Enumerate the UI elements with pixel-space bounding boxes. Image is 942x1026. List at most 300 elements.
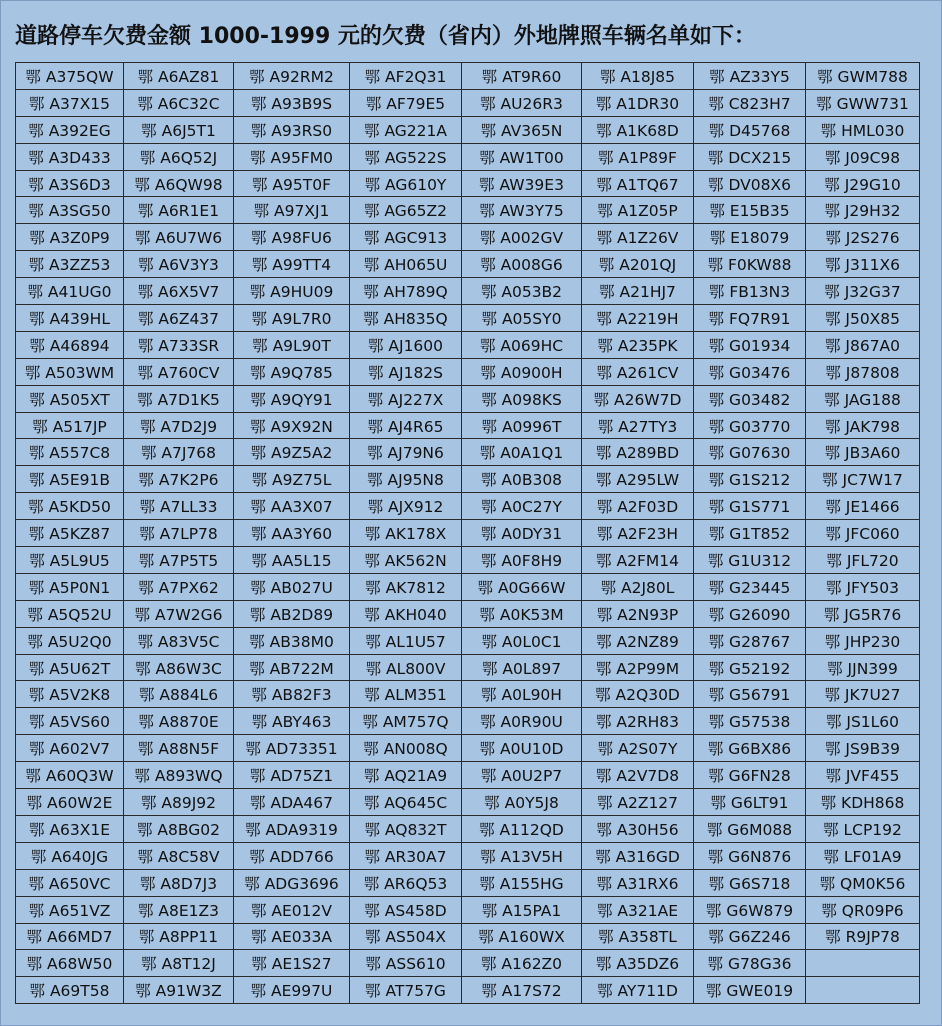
plate-cell: 鄂 AT757G [350, 977, 462, 1004]
plate-cell: 鄂 A0U10D [462, 735, 582, 762]
plate-cell: 鄂 A1K68D [582, 116, 694, 143]
plate-cell: 鄂 A7W2G6 [124, 600, 234, 627]
plate-cell: 鄂 AN008Q [350, 735, 462, 762]
table-row [16, 224, 920, 251]
plate-cell: 鄂 AE997U [234, 977, 350, 1004]
plate-cell: 鄂 G07630 [694, 439, 806, 466]
plate-cell: 鄂 A503WM [16, 358, 124, 385]
plate-cell: 鄂 A557C8 [16, 439, 124, 466]
plate-table [15, 62, 920, 1004]
plate-cell: 鄂 A6AZ81 [124, 63, 234, 90]
plate-cell: 鄂 JJN399 [806, 654, 920, 681]
plate-cell: 鄂 A5U2Q0 [16, 627, 124, 654]
plate-cell: 鄂 JFL720 [806, 547, 920, 574]
table-row [16, 170, 920, 197]
plate-cell: 鄂 A733SR [124, 331, 234, 358]
plate-cell: 鄂 A60W2E [16, 789, 124, 816]
plate-cell: 鄂 JFC060 [806, 520, 920, 547]
plate-cell: 鄂 A7D2J9 [124, 412, 234, 439]
plate-cell: 鄂 A6J5T1 [124, 116, 234, 143]
plate-cell: 鄂 A0B308 [462, 466, 582, 493]
plate-cell: 鄂 ADG3696 [234, 869, 350, 896]
plate-cell: 鄂 G1T852 [694, 520, 806, 547]
plate-cell: 鄂 HML030 [806, 116, 920, 143]
plate-cell: 鄂 AR30A7 [350, 842, 462, 869]
plate-cell: 鄂 AA5L15 [234, 547, 350, 574]
plate-cell: 鄂 A2J80L [582, 573, 694, 600]
table-row [16, 654, 920, 681]
plate-cell: 鄂 AJ227X [350, 385, 462, 412]
table-row [16, 116, 920, 143]
plate-cell: 鄂 JS9B39 [806, 735, 920, 762]
table-row [16, 573, 920, 600]
plate-cell: 鄂 A2FM14 [582, 547, 694, 574]
plate-cell: 鄂 AF79E5 [350, 89, 462, 116]
plate-cell: 鄂 A098KS [462, 385, 582, 412]
plate-cell: 鄂 A41UG0 [16, 278, 124, 305]
plate-cell: 鄂 A3ZZ53 [16, 251, 124, 278]
plate-cell: 鄂 A9Z75L [234, 466, 350, 493]
plate-cell: 鄂 A86W3C [124, 654, 234, 681]
plate-cell: 鄂 A261CV [582, 358, 694, 385]
plate-cell: 鄂 JG5R76 [806, 600, 920, 627]
plate-cell: 鄂 A0DY31 [462, 520, 582, 547]
plate-cell: 鄂 G6S718 [694, 869, 806, 896]
plate-cell: 鄂 A88N5F [124, 735, 234, 762]
plate-cell: 鄂 AJ1600 [350, 331, 462, 358]
table-row [16, 842, 920, 869]
plate-cell: 鄂 A17S72 [462, 977, 582, 1004]
table-row [16, 789, 920, 816]
table-row [16, 278, 920, 305]
plate-cell: 鄂 A893WQ [124, 762, 234, 789]
plate-cell: 鄂 A002GV [462, 224, 582, 251]
plate-cell: 鄂 A1P89F [582, 143, 694, 170]
plate-cell: 鄂 A2NZ89 [582, 627, 694, 654]
plate-cell: 鄂 JAK798 [806, 412, 920, 439]
plate-cell: 鄂 J2S276 [806, 224, 920, 251]
plate-cell: 鄂 A8BG02 [124, 815, 234, 842]
plate-cell: 鄂 G28767 [694, 627, 806, 654]
plate-cell: 鄂 A0C27Y [462, 493, 582, 520]
plate-cell: 鄂 GWM788 [806, 63, 920, 90]
plate-cell: 鄂 A2F03D [582, 493, 694, 520]
plate-cell: 鄂 J867A0 [806, 331, 920, 358]
plate-cell: 鄂 G57538 [694, 708, 806, 735]
plate-cell: 鄂 A2N93P [582, 600, 694, 627]
plate-cell: 鄂 A0L0C1 [462, 627, 582, 654]
plate-cell: 鄂 A235PK [582, 331, 694, 358]
plate-cell: 鄂 G52192 [694, 654, 806, 681]
plate-cell: 鄂 QR09P6 [806, 896, 920, 923]
plate-cell: 鄂 A392EG [16, 116, 124, 143]
plate-cell: 鄂 JK7U27 [806, 681, 920, 708]
plate-cell: 鄂 A2Z127 [582, 789, 694, 816]
plate-cell: 鄂 A160WX [462, 923, 582, 950]
plate-cell: 鄂 G56791 [694, 681, 806, 708]
table-row [16, 520, 920, 547]
table-row [16, 358, 920, 385]
plate-cell: 鄂 FQ7R91 [694, 305, 806, 332]
plate-cell: 鄂 A91W3Z [124, 977, 234, 1004]
plate-cell: 鄂 A0Y5J8 [462, 789, 582, 816]
plate-cell: 鄂 A6V3Y3 [124, 251, 234, 278]
plate-cell: 鄂 A98FU6 [234, 224, 350, 251]
table-row [16, 815, 920, 842]
plate-cell: 鄂 A884L6 [124, 681, 234, 708]
plate-cell: 鄂 A3SG50 [16, 197, 124, 224]
plate-cell: 鄂 AJ95N8 [350, 466, 462, 493]
plate-cell: 鄂 A316GD [582, 842, 694, 869]
plate-cell: 鄂 E15B35 [694, 197, 806, 224]
plate-cell: 鄂 A9Z5A2 [234, 439, 350, 466]
plate-cell: 鄂 A201QJ [582, 251, 694, 278]
table-row [16, 466, 920, 493]
plate-cell: 鄂 A0U2P7 [462, 762, 582, 789]
plate-cell: 鄂 AY711D [582, 977, 694, 1004]
plate-cell: 鄂 GWE019 [694, 977, 806, 1004]
plate-cell: 鄂 A321AE [582, 896, 694, 923]
table-row [16, 950, 920, 977]
plate-cell: 鄂 A7LP78 [124, 520, 234, 547]
plate-cell: 鄂 AS504X [350, 923, 462, 950]
plate-cell: 鄂 A13V5H [462, 842, 582, 869]
plate-cell: 鄂 A1Z26V [582, 224, 694, 251]
plate-cell: 鄂 AG610Y [350, 170, 462, 197]
plate-cell: 鄂 A6X5V7 [124, 278, 234, 305]
table-row [16, 681, 920, 708]
plate-cell: 鄂 G78G36 [694, 950, 806, 977]
plate-cell: 鄂 AQ832T [350, 815, 462, 842]
plate-cell: 鄂 A9X92N [234, 412, 350, 439]
table-row [16, 708, 920, 735]
plate-cell: 鄂 G6Z246 [694, 923, 806, 950]
table-row [16, 89, 920, 116]
plate-cell: 鄂 AQ645C [350, 789, 462, 816]
plate-cell: 鄂 AW3Y75 [462, 197, 582, 224]
plate-cell: 鄂 A2Q30D [582, 681, 694, 708]
plate-cell: 鄂 A651VZ [16, 896, 124, 923]
plate-cell: 鄂 LF01A9 [806, 842, 920, 869]
plate-cell: 鄂 JE1466 [806, 493, 920, 520]
plate-cell: 鄂 AV365N [462, 116, 582, 143]
plate-cell: 鄂 A8D7J3 [124, 869, 234, 896]
plate-cell: 鄂 ASS610 [350, 950, 462, 977]
table-row [16, 412, 920, 439]
plate-cell: 鄂 ABY463 [234, 708, 350, 735]
table-row [16, 331, 920, 358]
table-row [16, 735, 920, 762]
plate-cell: 鄂 G1U312 [694, 547, 806, 574]
plate-cell: 鄂 AM757Q [350, 708, 462, 735]
plate-cell: 鄂 A069HC [462, 331, 582, 358]
plate-cell: 鄂 A289BD [582, 439, 694, 466]
plate-cell: 鄂 A439HL [16, 305, 124, 332]
plate-cell: 鄂 A602V7 [16, 735, 124, 762]
table-row [16, 762, 920, 789]
plate-cell: 鄂 AB38M0 [234, 627, 350, 654]
plate-cell: 鄂 G03476 [694, 358, 806, 385]
plate-cell: 鄂 AJ182S [350, 358, 462, 385]
plate-cell: 鄂 A7PX62 [124, 573, 234, 600]
plate-cell: 鄂 A37X15 [16, 89, 124, 116]
plate-cell: 鄂 AA3X07 [234, 493, 350, 520]
plate-cell: 鄂 G6W879 [694, 896, 806, 923]
plate-cell: 鄂 A053B2 [462, 278, 582, 305]
plate-cell: 鄂 A6U7W6 [124, 224, 234, 251]
plate-cell: 鄂 A2219H [582, 305, 694, 332]
plate-cell: 鄂 AH835Q [350, 305, 462, 332]
plate-cell: 鄂 A7K2P6 [124, 466, 234, 493]
table-row [16, 869, 920, 896]
plate-cell: 鄂 A0996T [462, 412, 582, 439]
plate-cell: 鄂 A9Q785 [234, 358, 350, 385]
plate-cell: 鄂 AH789Q [350, 278, 462, 305]
plate-cell: 鄂 AL800V [350, 654, 462, 681]
plate-cell: 鄂 A5P0N1 [16, 573, 124, 600]
plate-cell: 鄂 AH065U [350, 251, 462, 278]
plate-cell: 鄂 A295LW [582, 466, 694, 493]
table-row [16, 600, 920, 627]
plate-cell: 鄂 A2S07Y [582, 735, 694, 762]
plate-cell: 鄂 A7LL33 [124, 493, 234, 520]
plate-cell: 鄂 AGC913 [350, 224, 462, 251]
plate-cell: 鄂 G01934 [694, 331, 806, 358]
plate-table-body [16, 63, 920, 1004]
plate-cell: 鄂 A8PP11 [124, 923, 234, 950]
plate-cell: 鄂 A760CV [124, 358, 234, 385]
plate-cell: 鄂 AK178X [350, 520, 462, 547]
plate-cell: 鄂 A68W50 [16, 950, 124, 977]
table-row [16, 63, 920, 90]
plate-cell: 鄂 A162Z0 [462, 950, 582, 977]
plate-cell: 鄂 G23445 [694, 573, 806, 600]
plate-cell: 鄂 AE1S27 [234, 950, 350, 977]
plate-cell: 鄂 ADD766 [234, 842, 350, 869]
plate-cell: 鄂 A9HU09 [234, 278, 350, 305]
plate-cell: 鄂 A008G6 [462, 251, 582, 278]
plate-cell: 鄂 A0K53M [462, 600, 582, 627]
plate-cell: 鄂 A5V2K8 [16, 681, 124, 708]
plate-cell: 鄂 AK562N [350, 547, 462, 574]
table-row [16, 305, 920, 332]
plate-cell: 鄂 A0900H [462, 358, 582, 385]
plate-cell: 鄂 J09C98 [806, 143, 920, 170]
plate-cell: 鄂 A650VC [16, 869, 124, 896]
plate-cell: 鄂 A0L897 [462, 654, 582, 681]
plate-cell: 鄂 A26W7D [582, 385, 694, 412]
plate-cell: 鄂 AD73351 [234, 735, 350, 762]
plate-cell: 鄂 J32G37 [806, 278, 920, 305]
plate-cell: 鄂 ALM351 [350, 681, 462, 708]
plate-cell: 鄂 ADA9319 [234, 815, 350, 842]
plate-cell: 鄂 C823H7 [694, 89, 806, 116]
plate-cell: 鄂 AB2D89 [234, 600, 350, 627]
plate-cell: 鄂 A15PA1 [462, 896, 582, 923]
plate-cell: 鄂 AU26R3 [462, 89, 582, 116]
table-row [16, 251, 920, 278]
table-row [16, 143, 920, 170]
plate-cell: 鄂 R9JP78 [806, 923, 920, 950]
plate-cell: 鄂 DCX215 [694, 143, 806, 170]
plate-cell: 鄂 ADA467 [234, 789, 350, 816]
plate-cell: 鄂 A0L90H [462, 681, 582, 708]
plate-cell: 鄂 A5L9U5 [16, 547, 124, 574]
plate-cell: 鄂 A83V5C [124, 627, 234, 654]
plate-cell: 鄂 AG522S [350, 143, 462, 170]
plate-cell: 鄂 G6BX86 [694, 735, 806, 762]
plate-cell: 鄂 D45768 [694, 116, 806, 143]
plate-cell: 鄂 AT9R60 [462, 63, 582, 90]
table-row [16, 923, 920, 950]
plate-cell: 鄂 G1S212 [694, 466, 806, 493]
plate-cell: 鄂 LCP192 [806, 815, 920, 842]
plate-cell: 鄂 E18079 [694, 224, 806, 251]
plate-cell: 鄂 AL1U57 [350, 627, 462, 654]
plate-cell: 鄂 A3Z0P9 [16, 224, 124, 251]
plate-cell: 鄂 JHP230 [806, 627, 920, 654]
plate-cell: 鄂 AE012V [234, 896, 350, 923]
plate-cell: 鄂 A9L7R0 [234, 305, 350, 332]
plate-cell: 鄂 AJ79N6 [350, 439, 462, 466]
plate-cell: 鄂 A7D1K5 [124, 385, 234, 412]
plate-cell: 鄂 A27TY3 [582, 412, 694, 439]
plate-cell: 鄂 A505XT [16, 385, 124, 412]
plate-cell: 鄂 A35DZ6 [582, 950, 694, 977]
plate-cell: 鄂 A30H56 [582, 815, 694, 842]
plate-cell: 鄂 A5U62T [16, 654, 124, 681]
plate-cell: 鄂 A6C32C [124, 89, 234, 116]
plate-cell: 鄂 A6R1E1 [124, 197, 234, 224]
plate-cell: 鄂 GWW731 [806, 89, 920, 116]
plate-cell: 鄂 AJX912 [350, 493, 462, 520]
plate-cell: 鄂 A31RX6 [582, 869, 694, 896]
plate-cell: 鄂 A99TT4 [234, 251, 350, 278]
plate-cell: 鄂 A6Q52J [124, 143, 234, 170]
plate-cell: 鄂 A89J92 [124, 789, 234, 816]
plate-cell: 鄂 AZ33Y5 [694, 63, 806, 90]
plate-cell: 鄂 AB82F3 [234, 681, 350, 708]
plate-cell: 鄂 JB3A60 [806, 439, 920, 466]
table-row [16, 385, 920, 412]
plate-cell: 鄂 A5Q52U [16, 600, 124, 627]
plate-cell: 鄂 A517JP [16, 412, 124, 439]
plate-cell: 鄂 G6N876 [694, 842, 806, 869]
plate-cell: 鄂 A8T12J [124, 950, 234, 977]
plate-cell: 鄂 JVF455 [806, 762, 920, 789]
plate-cell: 鄂 A358TL [582, 923, 694, 950]
plate-cell: 鄂 A7J768 [124, 439, 234, 466]
plate-cell: 鄂 J29H32 [806, 197, 920, 224]
plate-cell: 鄂 A95T0F [234, 170, 350, 197]
plate-cell: 鄂 A93B9S [234, 89, 350, 116]
plate-cell: 鄂 A18J85 [582, 63, 694, 90]
plate-cell [806, 950, 920, 977]
plate-cell: 鄂 AKH040 [350, 600, 462, 627]
plate-cell: 鄂 A2P99M [582, 654, 694, 681]
plate-cell: 鄂 AA3Y60 [234, 520, 350, 547]
plate-cell: 鄂 AE033A [234, 923, 350, 950]
plate-cell: 鄂 AS458D [350, 896, 462, 923]
plate-cell: 鄂 A5E91B [16, 466, 124, 493]
plate-cell: 鄂 A7P5T5 [124, 547, 234, 574]
plate-cell: 鄂 G6FN28 [694, 762, 806, 789]
plate-cell [806, 977, 920, 1004]
plate-cell: 鄂 F0KW88 [694, 251, 806, 278]
plate-cell: 鄂 J311X6 [806, 251, 920, 278]
plate-cell: 鄂 A8E1Z3 [124, 896, 234, 923]
plate-cell: 鄂 DV08X6 [694, 170, 806, 197]
plate-cell: 鄂 AF2Q31 [350, 63, 462, 90]
plate-cell: 鄂 A3S6D3 [16, 170, 124, 197]
plate-cell: 鄂 A375QW [16, 63, 124, 90]
plate-cell: 鄂 A155HG [462, 869, 582, 896]
plate-cell: 鄂 A112QD [462, 815, 582, 842]
table-row [16, 627, 920, 654]
plate-cell: 鄂 G03770 [694, 412, 806, 439]
plate-cell: 鄂 A8870E [124, 708, 234, 735]
table-row [16, 197, 920, 224]
plate-cell: 鄂 A0G66W [462, 573, 582, 600]
plate-cell: 鄂 A6Z437 [124, 305, 234, 332]
table-row [16, 977, 920, 1004]
plate-cell: 鄂 A95FM0 [234, 143, 350, 170]
plate-cell: 鄂 AG221A [350, 116, 462, 143]
plate-cell: 鄂 A2RH83 [582, 708, 694, 735]
plate-cell: 鄂 A92RM2 [234, 63, 350, 90]
table-row [16, 439, 920, 466]
plate-cell: 鄂 J87808 [806, 358, 920, 385]
plate-cell: 鄂 A3D433 [16, 143, 124, 170]
plate-cell: 鄂 A1Z05P [582, 197, 694, 224]
plate-cell: 鄂 A66MD7 [16, 923, 124, 950]
plate-cell: 鄂 A1DR30 [582, 89, 694, 116]
plate-cell: 鄂 FB13N3 [694, 278, 806, 305]
table-row [16, 547, 920, 574]
plate-cell: 鄂 G6LT91 [694, 789, 806, 816]
plate-cell: 鄂 A60Q3W [16, 762, 124, 789]
plate-cell: 鄂 G1S771 [694, 493, 806, 520]
plate-cell: 鄂 A6QW98 [124, 170, 234, 197]
plate-cell: 鄂 A0F8H9 [462, 547, 582, 574]
table-row [16, 896, 920, 923]
plate-cell: 鄂 AW39E3 [462, 170, 582, 197]
plate-cell: 鄂 A05SY0 [462, 305, 582, 332]
plate-cell: 鄂 AB722M [234, 654, 350, 681]
plate-cell: 鄂 J50X85 [806, 305, 920, 332]
plate-cell: 鄂 JAG188 [806, 385, 920, 412]
plate-cell: 鄂 A97XJ1 [234, 197, 350, 224]
plate-cell: 鄂 A21HJ7 [582, 278, 694, 305]
plate-cell: 鄂 AG65Z2 [350, 197, 462, 224]
plate-cell: 鄂 A0R90U [462, 708, 582, 735]
table-row [16, 493, 920, 520]
plate-cell: 鄂 A5KZ87 [16, 520, 124, 547]
plate-cell: 鄂 JFY503 [806, 573, 920, 600]
plate-cell: 鄂 A5VS60 [16, 708, 124, 735]
plate-cell: 鄂 A9QY91 [234, 385, 350, 412]
plate-cell: 鄂 A2F23H [582, 520, 694, 547]
plate-cell: 鄂 AQ21A9 [350, 762, 462, 789]
plate-cell: 鄂 JC7W17 [806, 466, 920, 493]
plate-cell: 鄂 A46894 [16, 331, 124, 358]
plate-cell: 鄂 A5KD50 [16, 493, 124, 520]
plate-cell: 鄂 A9L90T [234, 331, 350, 358]
plate-cell: 鄂 A93RS0 [234, 116, 350, 143]
plate-cell: 鄂 KDH868 [806, 789, 920, 816]
plate-cell: 鄂 A8C58V [124, 842, 234, 869]
plate-cell: 鄂 G03482 [694, 385, 806, 412]
